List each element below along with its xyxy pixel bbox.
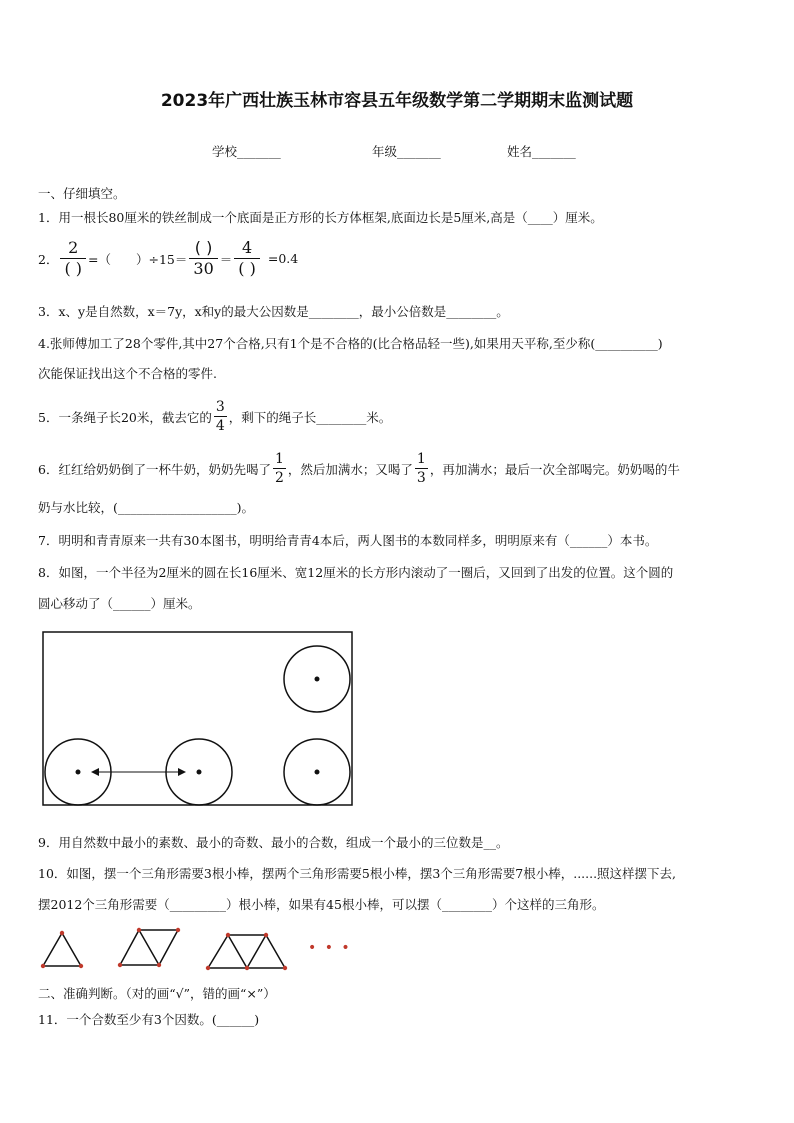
- question-9: 9．用自然数中最小的素数、最小的奇数、最小的合数，组成一个最小的三位数是__。: [38, 835, 509, 850]
- q5-after: ，剩下的绳子长________米。: [228, 409, 392, 425]
- question-3: 3．x、y是自然数，x＝7y，x和y的最大公因数是________，最小公倍数是________。: [38, 304, 509, 319]
- section1-title: 一、仔细填空。: [38, 186, 126, 201]
- triangle-2b: [139, 930, 178, 965]
- q6-f2-denominator: 3: [416, 470, 426, 486]
- q2-f1-numerator: 2: [68, 238, 79, 257]
- triangle-1: [43, 933, 81, 966]
- continuation-dots: • • •: [308, 940, 352, 956]
- triangle-3c: [247, 935, 285, 968]
- q6-f1-numerator: 1: [274, 451, 284, 467]
- q5-numerator: 3: [215, 399, 225, 415]
- q2-middle-text: =（ ）÷15＝: [88, 251, 188, 267]
- page-title: 2023年广西壮族玉林市容县五年级数学第二学期期末监测试题: [160, 91, 634, 111]
- q2-f2-numerator: ( ): [194, 238, 213, 257]
- question-6-line-2: 奶与水比较，(___________________)。: [38, 500, 255, 515]
- question-4-line-2: 次能保证找出这个不合格的零件.: [38, 366, 217, 381]
- question-10-line-1: 10．如图，摆一个三角形需要3根小棒，摆两个三角形需要5根小棒，摆3个三角形需要7根小棒，......照这样摆下去,: [38, 866, 677, 881]
- q2-f2-denominator: 30: [189, 258, 217, 277]
- grade-field[interactable]: 年级_______: [372, 144, 441, 159]
- q5-before: 5．一条绳子长20米，截去它的: [38, 409, 212, 425]
- q6-middle: ，然后加满水；又喝了: [287, 461, 413, 477]
- triangle-3b: [228, 935, 266, 968]
- q5-denominator: 4: [215, 418, 225, 434]
- q2-f3-numerator: 4: [241, 238, 253, 257]
- q2-end: =0.4: [267, 251, 299, 266]
- q2-equals: ＝: [219, 251, 233, 267]
- school-field[interactable]: 学校_______: [212, 144, 281, 159]
- question-8-line-1: 8．如图，一个半径为2厘米的圆在长16厘米、宽12厘米的长方形内滚动了一圈后，又回到了出发的位置。这个圆的: [38, 565, 674, 580]
- triangle-3a: [208, 935, 247, 968]
- q6-before: 6．红红给奶奶倒了一杯牛奶，奶奶先喝了: [38, 461, 271, 477]
- question-4-line-1: 4.张师傅加工了28个零件,其中27个合格,只有1个是不合格的(比合格品轻一些),如果用天平称,至少称(__________): [38, 336, 663, 351]
- question-7: 7．明明和青青原来一共有30本图书，明明给青青4本后，两人图书的本数同样多，明明原来有（______）本书。: [38, 533, 658, 548]
- triangle-2a: [120, 930, 159, 965]
- q2-f1-denominator: ( ): [60, 258, 86, 277]
- question-10-line-2: 摆2012个三角形需要（_________）根小棒，如果有45根小棒，可以摆（________）个这样的三角形。: [38, 897, 605, 912]
- q2-label: 2．: [38, 251, 59, 267]
- question-11: 11．一个合数至少有3个因数。(______): [38, 1012, 260, 1027]
- q6-after: ，再加满水；最后一次全部喝完。奶奶喝的牛: [429, 461, 680, 477]
- section2-title: 二、准确判断。（对的画“√”，错的画“×”）: [38, 986, 276, 1001]
- q2-f3-denominator: ( ): [234, 258, 260, 277]
- q6-f2-numerator: 1: [416, 451, 426, 467]
- question-8-line-2: 圆心移动了（______）厘米。: [38, 596, 201, 611]
- q6-f1-denominator: 2: [274, 470, 284, 486]
- name-field[interactable]: 姓名_______: [507, 144, 576, 159]
- question-1: 1．用一根长80厘米的铁丝制成一个底面是正方形的长方体框架,底面边长是5厘米,高是（____）厘米。: [38, 210, 603, 225]
